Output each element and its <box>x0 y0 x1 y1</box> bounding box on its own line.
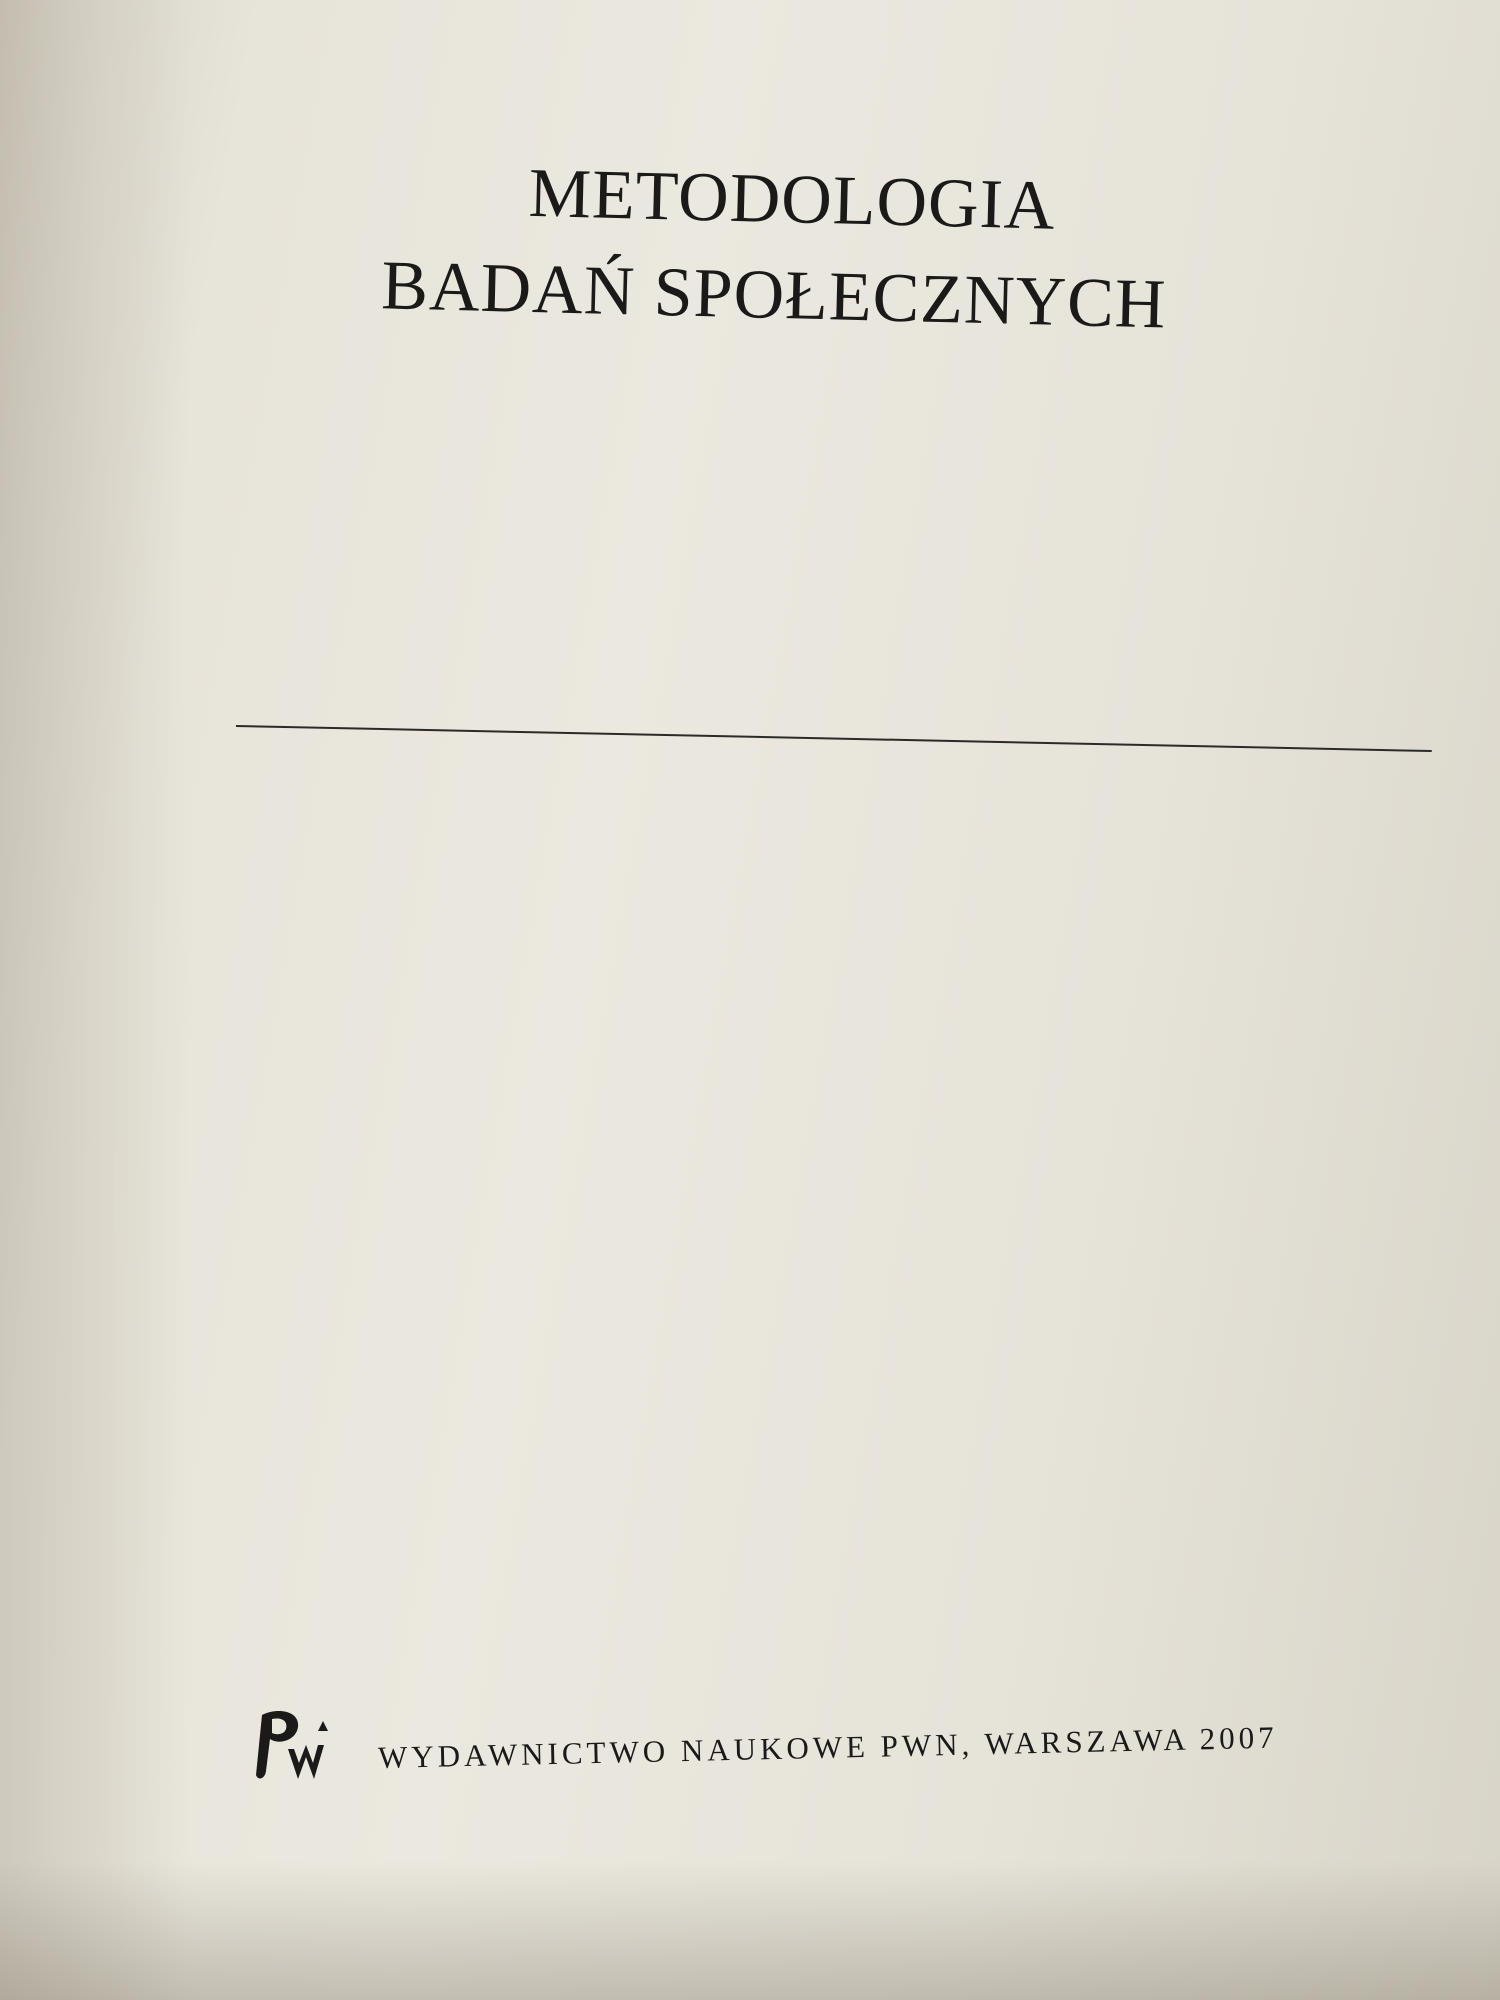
book-title-line-2: BADAŃ SPOŁECZNYCH <box>380 247 1168 344</box>
horizontal-rule <box>236 725 1432 752</box>
page-gutter-shadow <box>0 0 190 2000</box>
publisher-imprint: WYDAWNICTWO NAUKOWE PWN, WARSZAWA 2007 <box>377 1719 1279 1775</box>
pwn-logo-icon <box>248 1705 333 1787</box>
book-title-line-1: METODOLOGIA <box>527 154 1057 245</box>
page-bottom-shadow <box>0 1860 1500 2000</box>
book-title <box>285 140 1389 359</box>
